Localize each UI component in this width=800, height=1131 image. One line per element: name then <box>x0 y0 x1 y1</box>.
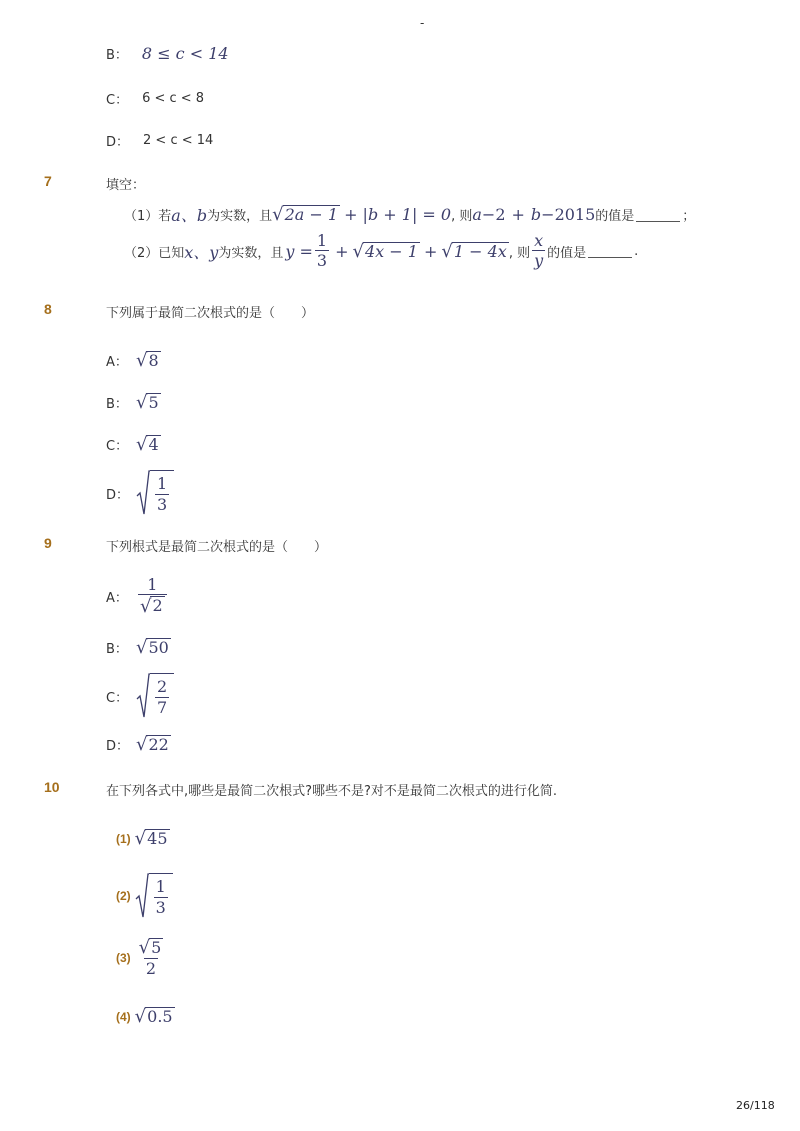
q8-option-c[interactable] <box>106 435 161 454</box>
item-radical <box>135 829 170 848</box>
q7p2-vars: x、y <box>184 242 219 262</box>
q10-stem: 在下列各式中,哪些是最简二次根式?哪些不是?对不是最简二次根式的进行化简. <box>106 784 558 799</box>
item-fraction <box>137 938 166 978</box>
answer-blank[interactable] <box>636 208 680 222</box>
denominator: 2 <box>145 958 157 978</box>
option-label: C： <box>106 690 129 706</box>
option-label: D： <box>106 739 130 755</box>
option-label: A： <box>106 590 128 606</box>
option-radical <box>136 435 161 454</box>
q7p1-abs: + |b + 1| = 0 <box>344 205 452 224</box>
q7p1-prefix: （1）若 <box>124 209 172 224</box>
q10-item-1 <box>116 829 170 848</box>
radical-sign-icon: √ <box>441 241 453 263</box>
q10-item-2 <box>116 873 173 919</box>
answer-blank[interactable] <box>588 244 632 258</box>
radical-sign-icon <box>135 873 149 919</box>
numerator: 1 <box>316 231 328 250</box>
q6-option-d[interactable] <box>106 131 213 150</box>
header-mark: - <box>420 16 425 30</box>
q7p2-end: . <box>634 243 639 259</box>
q7p2-mid: 为实数，且 <box>218 245 284 261</box>
radicand: 0.5 <box>147 1007 173 1026</box>
q7p1-plus: + <box>511 205 525 224</box>
radical-sign-icon: √ <box>136 434 148 456</box>
numerator: 1 <box>155 877 166 897</box>
option-radical <box>136 470 174 516</box>
option-label: A： <box>106 355 128 371</box>
radicand: 5 <box>148 393 159 412</box>
radical-sign-icon: √ <box>136 734 148 756</box>
item-label: (1) <box>116 831 131 846</box>
radicand-fraction <box>154 878 168 917</box>
q7p1-then: , 则 <box>451 209 473 224</box>
question-number-9: 9 <box>44 535 52 551</box>
radical-sign-icon: √ <box>136 350 148 372</box>
q7p1-vars: a、b <box>171 206 208 225</box>
option-label: C： <box>106 93 129 108</box>
q7p2-ratio <box>532 232 545 271</box>
q6-option-c[interactable] <box>106 89 204 108</box>
radical-sign-icon: √ <box>352 241 364 263</box>
plus-sign: + <box>335 241 349 261</box>
q8-option-b[interactable] <box>106 393 161 412</box>
radicand: 8 <box>148 351 159 370</box>
radicand: 2 <box>152 596 163 616</box>
q9-option-a[interactable] <box>106 576 169 616</box>
item-radical <box>135 873 173 919</box>
radicand: 5 <box>151 938 162 957</box>
radicand: 2a − 1 <box>284 204 339 224</box>
option-text: 2 < c < 14 <box>143 133 214 148</box>
item-label: (3) <box>116 951 131 966</box>
q9-option-d[interactable] <box>106 735 171 754</box>
radicand: 22 <box>148 735 169 754</box>
q7p2-then: , 则 <box>508 245 531 261</box>
option-fraction <box>138 576 167 616</box>
item-radical <box>135 1007 175 1026</box>
option-radical <box>136 638 171 657</box>
q6-option-b[interactable] <box>106 44 229 63</box>
radicand: 45 <box>147 829 168 848</box>
denominator: 7 <box>157 697 168 717</box>
q7p2-radical-2 <box>441 242 508 261</box>
q10-item-3 <box>116 938 167 978</box>
numerator-radical <box>139 938 164 957</box>
q7p1-base-a: a <box>472 205 482 224</box>
q7p2-prefix: （2）已知 <box>124 245 185 261</box>
q7p2-radical-1 <box>353 242 420 261</box>
option-radical <box>136 393 161 412</box>
q8-option-d[interactable] <box>106 470 174 516</box>
q9-stem: 下列根式是最简二次根式的是（ ） <box>106 540 328 555</box>
radical-sign-icon: √ <box>136 392 148 414</box>
option-text: 6 < c < 8 <box>142 91 205 106</box>
radicand: 1 − 4x <box>453 241 507 261</box>
q7p1-exp-b: −2015 <box>541 205 596 224</box>
page-number: 26/118 <box>736 1099 775 1112</box>
denominator: 3 <box>155 897 166 917</box>
radical-sign-icon: √ <box>138 937 151 959</box>
numerator: 1 <box>157 474 168 494</box>
radical-sign-icon: √ <box>140 595 152 617</box>
option-radical <box>136 673 174 719</box>
option-label: B： <box>106 48 128 63</box>
numerator: x <box>534 231 544 250</box>
option-radical <box>136 351 161 370</box>
option-expr: 8 ≤ c < 14 <box>141 44 229 63</box>
q7p1-mid: 为实数，且 <box>207 209 273 224</box>
question-number-8: 8 <box>44 301 52 317</box>
option-radical <box>136 735 171 754</box>
q10-item-4 <box>116 1007 175 1026</box>
q7-part1 <box>124 203 695 226</box>
question-number-7: 7 <box>44 173 52 189</box>
q7-part2 <box>124 232 638 271</box>
option-label: D： <box>106 135 130 150</box>
q9-option-c[interactable] <box>106 673 174 719</box>
radical-sign-icon: √ <box>136 637 148 659</box>
q7p1-end: ； <box>682 209 696 224</box>
option-label: B： <box>106 397 128 413</box>
item-label: (4) <box>116 1009 131 1024</box>
radicand-fraction <box>155 475 169 514</box>
radicand-fraction <box>155 678 169 717</box>
numerator: 2 <box>157 677 168 697</box>
denominator: 3 <box>157 494 168 514</box>
denominator: 3 <box>316 251 328 271</box>
q7p1-exp-a: −2 <box>481 205 506 224</box>
q9-option-b[interactable] <box>106 638 171 657</box>
item-label: (2) <box>116 889 131 903</box>
numerator: 1 <box>147 575 158 594</box>
plus-sign: + <box>423 241 438 261</box>
q8-stem: 下列属于最简二次根式的是（ ） <box>106 306 315 321</box>
radical-sign-icon: √ <box>134 828 147 850</box>
radicand: 4x − 1 <box>364 241 418 261</box>
radical-sign-icon <box>136 673 150 719</box>
q7-stem: 填空： <box>106 178 146 193</box>
option-label: C： <box>106 439 129 455</box>
option-label: D： <box>106 487 130 503</box>
denominator-radical <box>140 596 165 615</box>
radical-sign-icon: √ <box>134 1006 147 1028</box>
q7p2-lhs: y = <box>285 241 313 261</box>
q7p2-fraction <box>315 232 329 271</box>
q7p1-radical <box>272 205 340 224</box>
q7p1-tail: 的值是 <box>595 209 635 224</box>
question-number-10: 10 <box>44 779 60 795</box>
radicand: 4 <box>148 435 159 454</box>
q7p1-base-b: b <box>530 205 542 224</box>
radical-sign-icon <box>136 470 150 516</box>
option-label: B： <box>106 642 128 658</box>
denominator: y <box>534 251 544 271</box>
radicand: 50 <box>148 638 169 657</box>
q7p2-tail: 的值是 <box>547 245 587 261</box>
q8-option-a[interactable] <box>106 351 161 370</box>
radical-sign-icon: √ <box>272 204 284 226</box>
